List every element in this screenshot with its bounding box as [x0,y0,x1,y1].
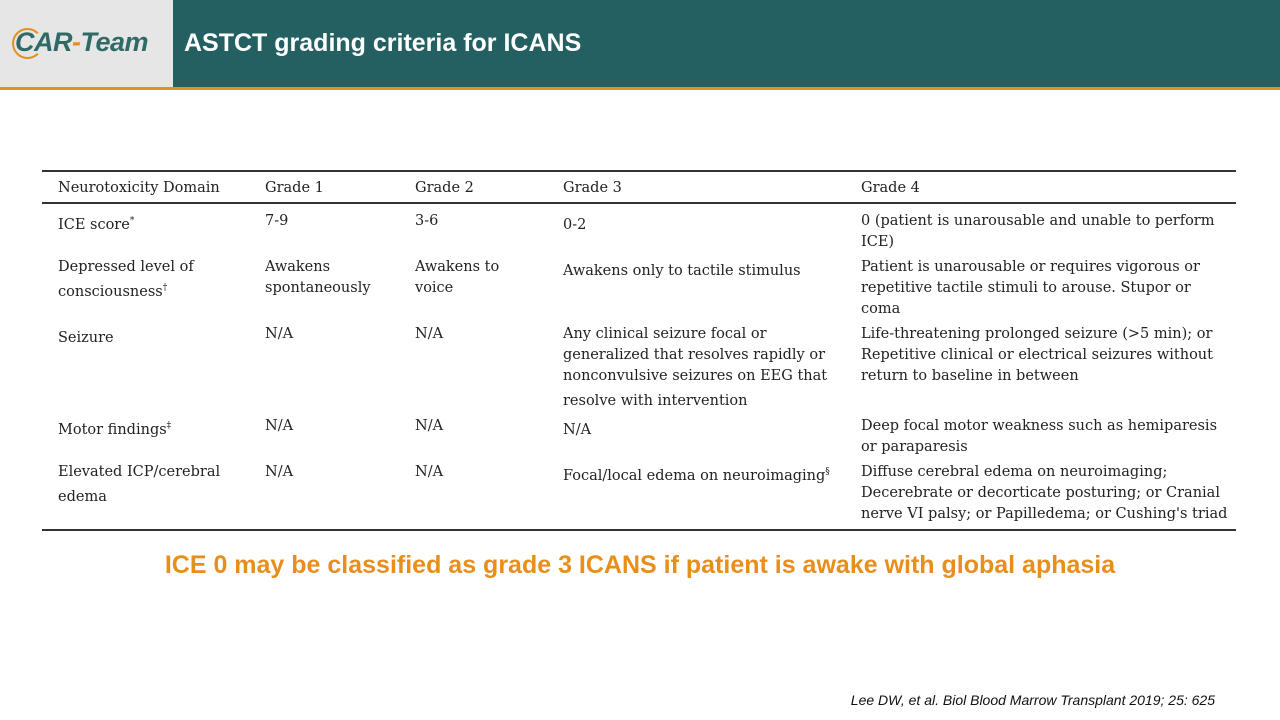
grade4-cell: Deep focal motor weakness such as hemiparesis or paraparesis [861,417,1218,455]
domain-cell [42,254,249,321]
grade4-cell: Diffuse cerebral edema on neuroimaging; Decerebrate or decorticate posturing; or Cranial nerve VI palsy; or Papilledema; or Cushing's triad [861,463,1228,522]
citation: Lee DW, et al. Biol Blood Marrow Transplant 2019; 25: 625 [850,692,1215,708]
footnote-mark: † [162,283,168,293]
table-row [42,203,1236,254]
footnote-mark: § [825,466,830,477]
grade4-cell: Life-threatening prolonged seizure (>5 min); or Repetitive clinical or electrical seizures without return to baseline in between [861,326,1213,384]
grade1-cell: N/A [265,326,294,342]
grade1-cell: N/A [265,417,294,434]
grading-table-container [42,170,1236,531]
grade1-cell: 7-9 [265,213,289,229]
table-row [42,459,1236,530]
grade4-cell: Patient is unarousable or requires vigorous or repetitive tactile stimuli to arouse. Stupor or coma [861,259,1200,317]
logo-text-dash: - [72,27,81,57]
grade3-text: Focal/local edema on neuroimaging [563,467,826,484]
column-header: Grade 4 [845,171,1236,203]
logo-box [0,0,173,87]
column-header: Grade 3 [547,171,845,203]
grade2-cell: Awakens to voice [415,259,500,296]
grade3-cell [547,203,845,254]
icans-grading-table [42,170,1236,531]
table-row [42,254,1236,321]
grade1-cell: Awakens spontaneously [265,259,371,296]
domain-label: Seizure [58,329,114,346]
domain-label: ICE score [58,216,130,233]
column-header: Grade 2 [399,171,547,203]
grade2-cell: N/A [415,417,444,434]
table-header-row [42,171,1236,203]
grade3-text: 0-2 [563,216,587,233]
table-row [42,413,1236,459]
grade3-cell [547,254,845,321]
header-bar [0,0,1280,87]
grade2-cell: N/A [415,326,444,342]
footnote-mark: ‡ [166,420,172,431]
grade3-cell [547,459,845,530]
domain-cell [42,203,249,254]
grade3-cell [547,413,845,459]
domain-cell [42,413,249,459]
grade3-cell [547,321,845,413]
header-divider [0,87,1280,90]
domain-cell [42,321,249,413]
table-row [42,321,1236,413]
grade2-cell: 3-6 [415,213,439,229]
grade3-text: N/A [563,421,592,438]
car-team-logo [15,27,148,58]
grade4-cell: 0 (patient is unarousable and unable to perform ICE) [861,213,1215,250]
slide-title: ASTCT grading criteria for ICANS [184,29,582,57]
domain-label: Motor findings [58,421,167,438]
domain-cell [42,459,249,530]
grade3-text: Any clinical seizure focal or generalized that resolves rapidly or nonconvulsive seizures on EEG that resolve with intervention [563,326,828,409]
logo-ring-icon [12,28,43,59]
domain-label: Depressed level of consciousness [58,259,194,300]
logo-text-car: CAR [15,27,72,57]
domain-label: Elevated ICP/cerebral edema [58,463,221,505]
footnote-mark: * [129,216,135,226]
ice-zero-note: ICE 0 may be classified as grade 3 ICANS if patient is awake with global aphasia [164,551,1116,579]
grade3-text: Awakens only to tactile stimulus [563,262,801,279]
grade1-cell: N/A [265,463,294,480]
column-header: Neurotoxicity Domain [42,171,249,203]
logo-text-team: Team [80,27,149,57]
grade2-cell: N/A [415,463,444,480]
column-header: Grade 1 [249,171,399,203]
